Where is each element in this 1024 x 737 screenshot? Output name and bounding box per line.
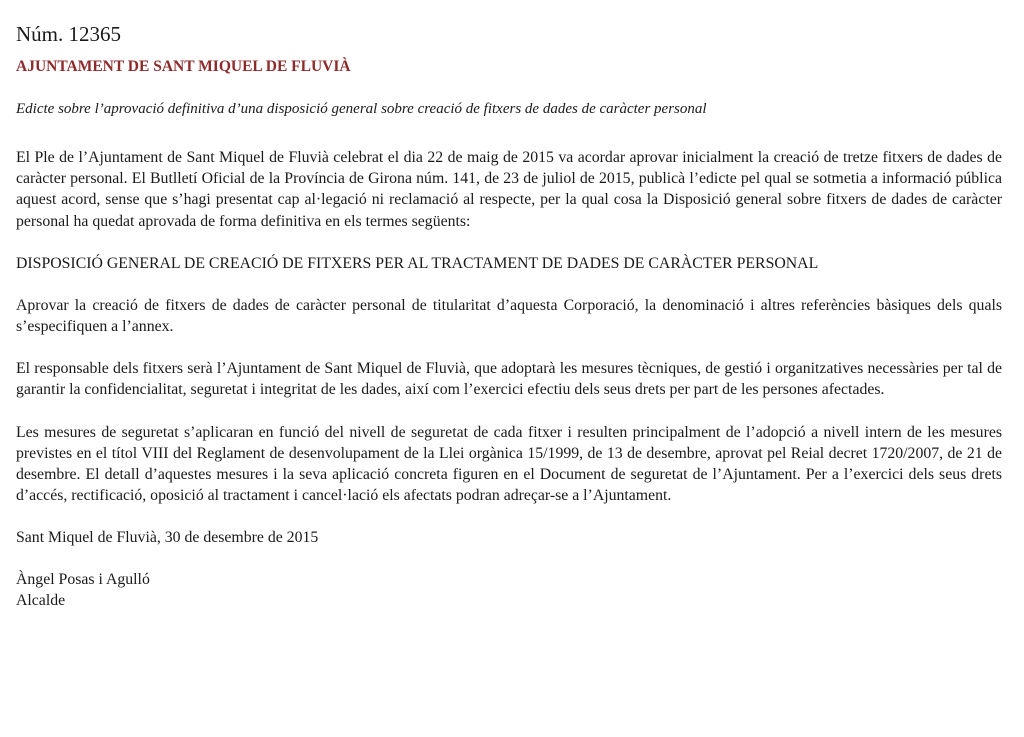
section-heading: DISPOSICIÓ GENERAL DE CREACIÓ DE FITXERS PER AL TRACTAMENT DE DADES DE CARÀCTER PERSONAL bbox=[16, 254, 819, 272]
place-date: Sant Miquel de Fluvià, 30 de desembre de 2015 bbox=[16, 529, 319, 547]
signatory-name: Àngel Posas i Agulló bbox=[16, 571, 150, 589]
paragraph-security: Les mesures de seguretat s’aplicaran en funció del nivell de seguretat de cada fitxer i resulten principalment de l’adopció a nivell intern de les mesures previstes en el títol VIII del Reglament de desenvolupament de la Llei orgànica 15/1999, de 13 de desembre, aprovat pel Reial decret 1720/2007, de 21 de desembre. El detall d’aquestes mesures i la seva aplicació concreta figuren en el Document de seguretat de l’Ajuntament. Per a l’exercici dels seus drets d’accés, rectificació, oposició al tractament i cancel·lació els afectats podran adreçar-se a l’Ajuntament. bbox=[16, 423, 1002, 505]
paragraph-approval: Aprovar la creació de fitxers de dades de caràcter personal de titularitat d’aquesta Corporació, la denominació i altres referències bàsiques dels quals s’especifiquen a l’annex. bbox=[16, 296, 1002, 336]
paragraph-responsible: El responsable dels fitxers serà l’Ajuntament de Sant Miquel de Fluvià, que adoptarà les mesures tècniques, de gestió i organitzatives necessàries per tal de garantir la confidencialitat, seguretat i integritat de les dades, així com l’exercici efectiu dels seus drets per part de les persones afectades. bbox=[16, 360, 1002, 399]
signatory-title: Alcalde bbox=[16, 592, 66, 610]
bulletin-number: Núm. 12365 bbox=[16, 22, 121, 46]
paragraph-intro: El Ple de l’Ajuntament de Sant Miquel de Fluvià celebrat el dia 22 de maig de 2015 va acordar aprovar inicialment la creació de tretze fitxers de dades de caràcter personal. El Butlletí Oficial de la Província de Girona núm. 141, de 23 de juliol de 2015, publicà l’edicte pel qual se sotmetia a informació pública aquest acord, sense que s’hagi presentat cap al·legació ni reclamació al respecte, per la qual cosa la Disposició general sobre fitxers de dades de caràcter personal ha quedat aprovada de forma definitiva en els termes següents: bbox=[16, 149, 1002, 230]
edict-subtitle: Edicte sobre l’aprovació definitiva d’una disposició general sobre creació de fitxers de dades de caràcter personal bbox=[16, 101, 707, 117]
document-page bbox=[16, 20, 1002, 611]
organization-title: AJUNTAMENT DE SANT MIQUEL DE FLUVIÀ bbox=[16, 58, 351, 75]
